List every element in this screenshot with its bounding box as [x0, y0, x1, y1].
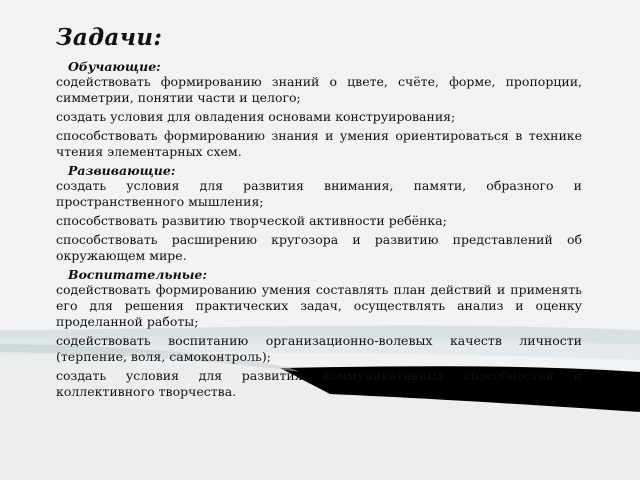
- list-item: создать условия для развития коммуникативных способностей и коллективного творчества.: [56, 368, 582, 399]
- section-heading: Развивающие:: [68, 163, 176, 178]
- list-item: способствовать формированию знания и умения ориентироваться в технике чтения элементарных схем.: [56, 128, 582, 159]
- page-title: Задачи:: [56, 24, 163, 51]
- section-heading: Воспитательные:: [68, 267, 207, 282]
- list-item: создать условия для развития внимания, памяти, образного и пространственного мышления;: [56, 178, 582, 209]
- list-item: способствовать расширению кругозора и развитию представлений об окружающем мире.: [56, 232, 582, 263]
- list-item: создать условия для овладения основами конструирования;: [56, 109, 456, 124]
- list-item: способствовать развитию творческой активности ребёнка;: [56, 213, 447, 228]
- section-heading: Обучающие:: [68, 59, 161, 74]
- list-item: содействовать формированию знаний о цвете, счёте, форме, пропорции, симметрии, понятии части и целого;: [56, 74, 582, 105]
- content-area: [56, 24, 582, 403]
- list-item: содействовать воспитанию организационно-волевых качеств личности (терпение, воля, самоконтроль);: [56, 333, 582, 364]
- list-item: содействовать формированию умения составлять план действий и применять его для решения практических задач, осуществлять анализ и оценку проделанной работы;: [56, 282, 582, 329]
